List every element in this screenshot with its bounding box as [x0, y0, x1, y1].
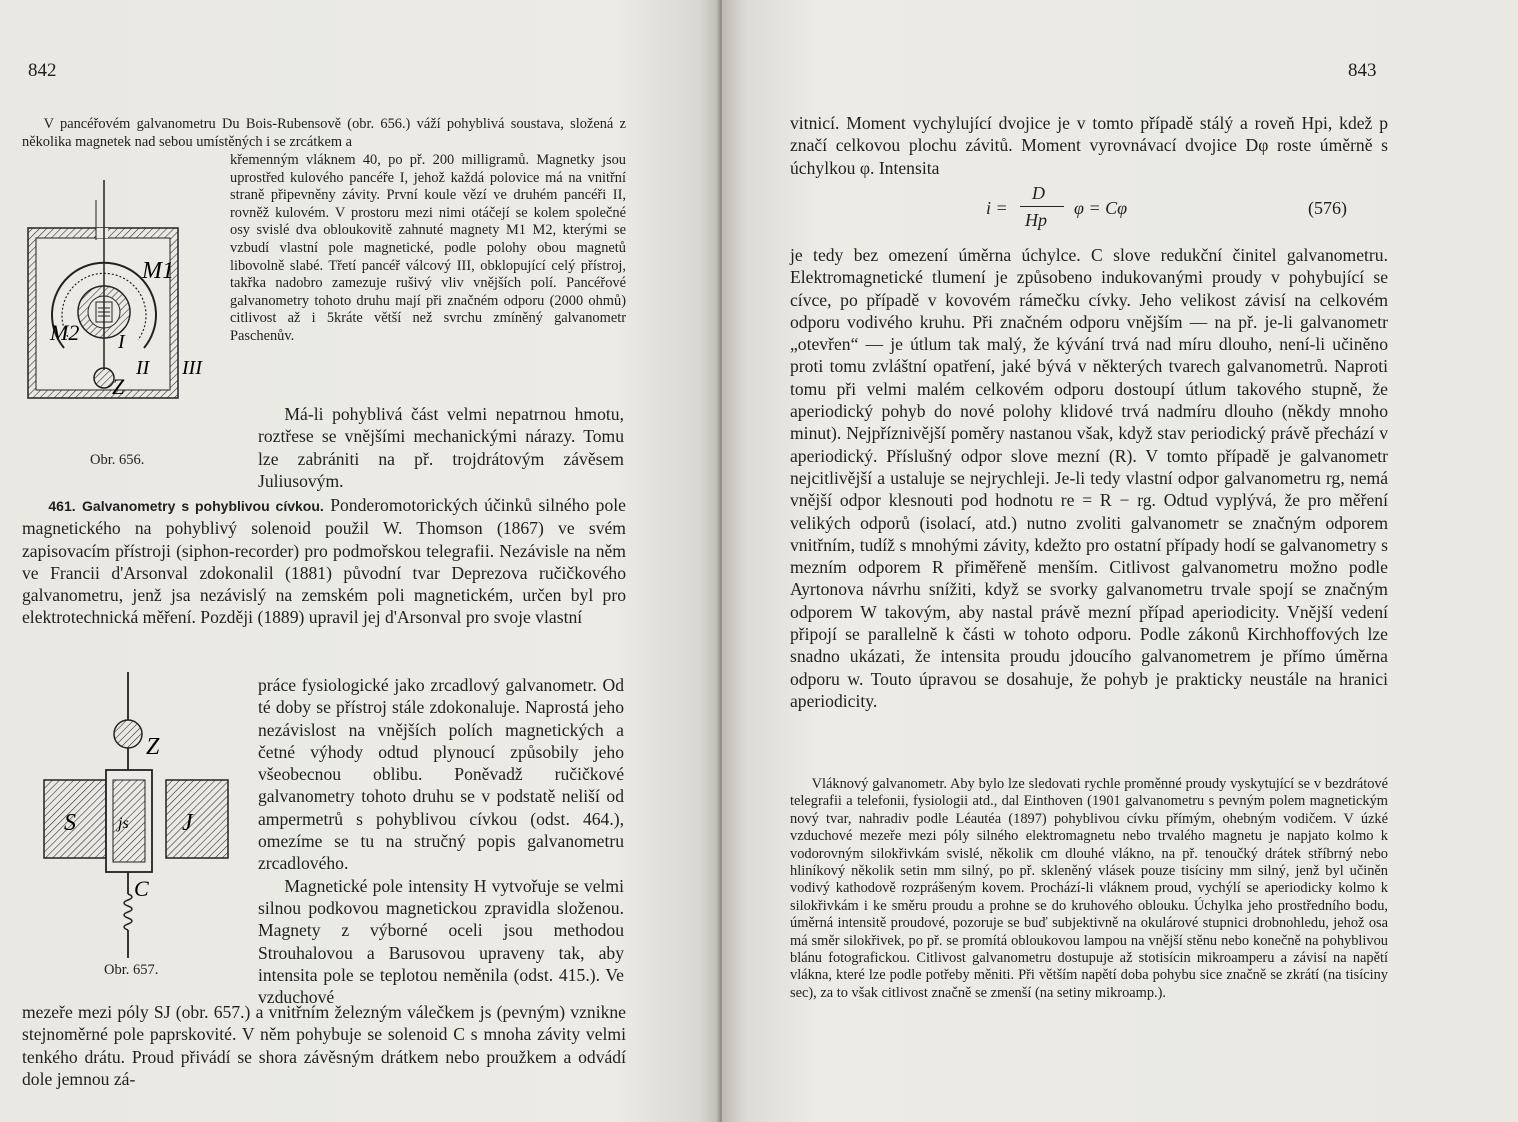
paragraph-text: křemenným vláknem 40, po př. 200 milligramů. Magnetky jsou uprostřed kulového pancéře I, jehož každá polovice má na vnitřní straně připevněny závity. První koule vězí ve druhém pancéři II, rovněž kulovém. V prostoru mezi nimi otáčejí se kolem společné osy svislé dva obloukovitě zahnuté magnety M1 M2, kterými se vzbudí vlastní pole magnetické, podle polohy obou magnetů libovolně slabé. Třetí pancéř válcový III, obklopující celý přístroj, takřka nadobro zamezuje rušivý vliv vnějších polí. Pancéřové galvanometry tohoto druhu mají při značném odporu (2000 ohmů) citlivost až i 5kráte větší než svrchu zmíněný galvanometr Paschenův.	[230, 152, 626, 344]
paragraph-top-2	[230, 152, 626, 346]
section-number: 461.	[48, 498, 76, 514]
paragraph-main	[790, 244, 1388, 712]
figure-657-caption: Obr. 657.	[104, 962, 159, 978]
paragraph-top-1	[22, 116, 626, 151]
label-z: Z	[146, 734, 160, 760]
page-number-left: 842	[28, 60, 57, 81]
paragraph-text: práce fysiologické jako zrcadlový galvanometr. Od té doby se přístroj stále zdokonaluje. Naprostá jeho nezávislost na vnějších polích magnetických a četné výhody odtud plynoucí způsobily jeho všeobecnou oblibu. Poněvadž ručičkové galvanometry tohoto druhu se v podstatě neliší od ampermetrů s pohyblivou cívkou (odst. 464.), omezíme se tu na stručný popis galvanometru zrcadlového.	[258, 675, 624, 874]
paragraph-text: Magnetické pole intensity H vytvořuje se velmi silnou podkovou magnetickou zpravidla složenou. Magnety z výborné oceli jsou methodou Strouhalovou a Barusovou upraveny tak, aby intensita pole se teplotou neměnila (odst. 415.). Ve vzduchové	[258, 875, 624, 1008]
paragraph-fibre-galvanometer	[790, 776, 1388, 1002]
mirror-z	[94, 368, 114, 388]
pole-j	[166, 780, 228, 858]
label-z: Z	[112, 374, 125, 399]
equation-number: (576)	[1308, 198, 1347, 218]
paragraph-text: Má-li pohyblivá část velmi nepatrnou hmotu, roztřese se vnějšími mechanickými nárazy. Tomu lze zabrániti na př. trojdrátovým závěsem Juliusovým.	[258, 404, 624, 491]
mirror-z	[114, 720, 142, 748]
equation-lhs: i =	[986, 198, 1008, 218]
label-s: S	[64, 810, 76, 836]
paragraph-text: Ponderomotorických účinků silného pole magnetického na pohyblivý solenoid použil W. Thomson (1867) ve svém zapisovacím přístroji (siphon-recorder) pro podmořskou telegrafii. Nezávisle na něm ve Francii d'Arsonval zdokonalil (1881) původní tvar Deprezova ručičkového galvanometru, jenž jsa nezávislý na zemském poli magnetickém, určen byl pro elektrotechnická měření. Později (1889) upravil jej d'Arsonval pro svoje vlastní	[22, 495, 626, 628]
figure-656	[24, 180, 214, 410]
label-j: J	[182, 810, 193, 836]
right-page	[722, 0, 1518, 1122]
section-461	[22, 494, 626, 629]
spring	[124, 894, 132, 930]
fraction-bar	[1020, 206, 1064, 207]
paragraph-text: vitnicí. Moment vychylující dvojice je v tomto případě stálý a roveň Hpi, kdež p značí celkovou plochu závitů. Moment vyrovnávací dvojice Dφ roste úměrně s úchylkou φ. Intensita	[790, 113, 1388, 178]
equation-denominator: Hp	[1025, 210, 1047, 230]
paragraph-bottom	[22, 1001, 626, 1090]
figure-657	[40, 672, 250, 960]
label-js: js	[118, 815, 129, 832]
paragraph-text: Vláknový galvanometr. Aby bylo lze sledovati rychle proměnné proudy vyskytující se v bezdrátové telegrafii a telefonii, fysiologii atd., dal Einthoven (1901 galvanometru s pevným polem magnetickým nový tvar, nahradiv podle Léautéa (1897) pohyblivou cívku přímým, ohebným vodičem. V úzké vzduchové mezeře mezi póly silného elektromagnetu nebo trvalého magnetu je napjato kolmo k vodorovným silokřivkám svislé, několik cm dlouhé vlákno, na př. tenoučký drátek stříbrný nebo hliníkový několik setin mm silný, po př. skleněný vlásek pouze tisíciny mm silný, jenž byl učiněn vodivý kathodově rozprášeným kovem. Prochází-li vláknem proud, vychýlí se aperiodicky kolmo k silokřivkám i ke směru proudu a prohne se do kruhového oblouku. Úchylka jeho prostředního bodu, úměrná intensitě proudové, pozoruje se buď subjektivně na okulárové stupnici drobnohledu, jehož osa má směr silokřivek, po př. se promítá obloukovou lampou na vnější stěnu nebo konečně na pohyblivou blánu fotografickou. Citlivost galvanometru dostupuje až stotisícin mikroamperu a závisí na napětí vlákna, které lze podle potřeby měniti. Při větším napětí doba pohybu sice značně se zkrátí (na tisíciny sec), za to však citlivost značně se zmenší (na setiny mikroamp.).	[790, 776, 1388, 1001]
label-iii: III	[182, 357, 202, 379]
equation-rhs: φ = Cφ	[1074, 198, 1128, 218]
left-page	[0, 0, 722, 1122]
label-m1: M1	[142, 258, 174, 284]
label-c: C	[134, 876, 149, 901]
equation-numerator: D	[1032, 183, 1045, 203]
paragraph-intro	[790, 112, 1388, 179]
figure-656-caption: Obr. 656.	[90, 452, 145, 468]
paragraph-column	[258, 674, 624, 1008]
paragraph-text: V pancéřovém galvanometru Du Bois-Rubensově (obr. 656.) váží pohyblivá soustava, složená z několika magnetek nad sebou umístěných i se zrcátkem a	[22, 116, 626, 150]
section-title: Galvanometry s pohyblivou cívkou.	[82, 498, 324, 514]
page-number-right: 843	[1348, 60, 1377, 81]
label-i: I	[118, 331, 125, 353]
label-m2: M2	[50, 320, 80, 345]
paragraph-text: mezeře mezi póly SJ (obr. 657.) a vnitřním železným válečkem js (pevným) vznikne stejnoměrné pole paprskovité. V něm pohybuje se solenoid C s mnoha závity velmi tenkého drátu. Proud přivádí se shora závěsným drátkem nebo proužkem a odvádí dole jemnou zá-	[22, 1002, 626, 1089]
paragraph-upper	[258, 403, 624, 492]
label-ii: II	[136, 357, 150, 379]
paragraph-text: je tedy bez omezení úměrna úchylce. C slove redukční činitel galvanometru. Elektromagnetické tlumení je způsobeno indukovanými proudy v pohybující se cívce, po případě v kovovém rámečku cívky. Jeho velikost závisí na celkovém odporu vodivého kruhu. Při značném odporu vnějším — na př. je-li galvanometr „otevřen“ — je útlum tak malý, že kývání trvá nad míru dlouho, není-li učiněno proti tomu zvláštní opatření, jaké bývá v některých tvarech galvanometrů. Naproti tomu při velmi malém celkovém odporu dostoupí útlum takového stupně, že aperiodický pohyb do nové polohy klidové trvá nadmíru dlouho (někdy mnoho minut). Nejpříznivější poměry nastanou však, když stav periodický právě přechází v aperiodický. Příslušný odpor slove mezní (R). V tomto případě je galvanometr nejcitlivější a ustaluje se nejrychleji. Je-li tedy vlastní odpor galvanometru rg, nemá vnější odpor klesnouti pod hodnotu re = R − rg. Odtud vyplývá, že pro měření velikých odporů (isolací, atd.) nutno zvoliti galvanometr se značným odporem vnitřním, tudíž s mnohými závity, kdežto pro ostatní případy hodí se galvanometry s mezním odporem R přiměřeně menším. Citlivost galvanometru možno podle Ayrtonova návrhu snížiti, když se svorky galvanometru trvale spojí se značným odporem W takovým, aby nastal právě mezní případ aperiodicity. Vnější vedení připojí se parallelně k části w tohoto odporu. Podle zákonů Kirchhoffových lze snadno ukázati, že intensita proudu jdoucího galvanometrem je přímo úměrna odporu w. Touto úpravou se dosahuje, že pohyb je prakticky neustále na hranici aperiodicity.	[790, 245, 1388, 711]
